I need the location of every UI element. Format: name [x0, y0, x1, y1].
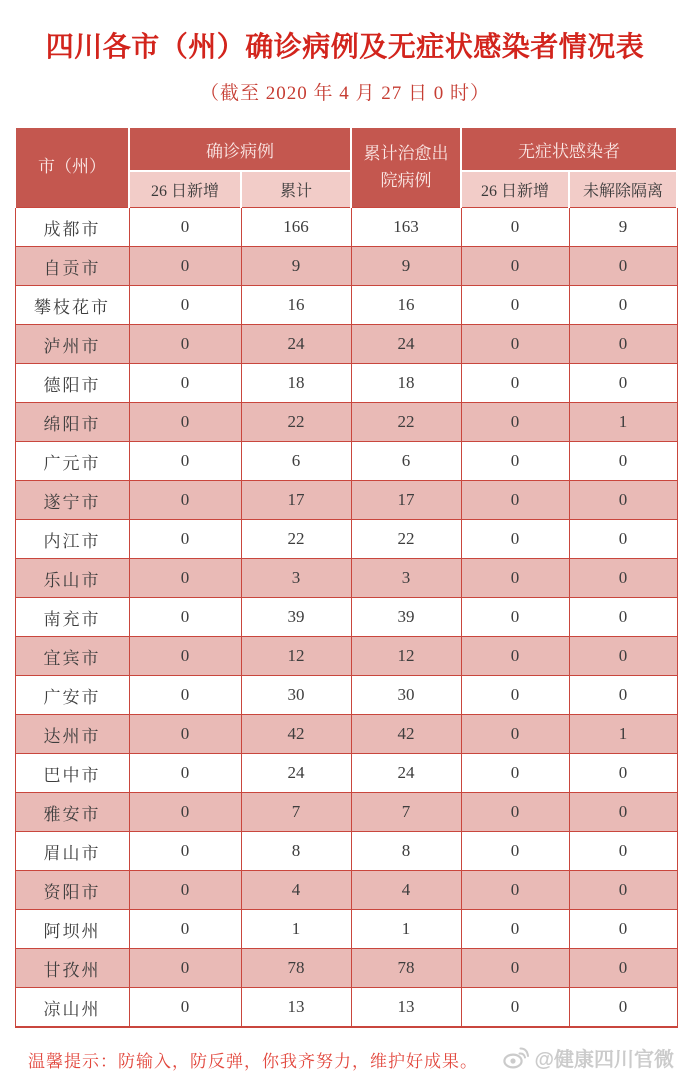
- header-asymptomatic-new: 26 日新增: [461, 171, 569, 208]
- value-cell: 22: [351, 403, 461, 442]
- city-cell: 遂宁市: [15, 481, 129, 520]
- value-cell: 18: [351, 364, 461, 403]
- value-cell: 0: [129, 364, 241, 403]
- value-cell: 8: [351, 832, 461, 871]
- value-cell: 0: [569, 481, 677, 520]
- table-row: [15, 364, 677, 403]
- value-cell: 0: [129, 208, 241, 247]
- table-header: [15, 127, 677, 208]
- city-cell: 泸州市: [15, 325, 129, 364]
- value-cell: 0: [461, 364, 569, 403]
- value-cell: 30: [241, 676, 351, 715]
- value-cell: 0: [129, 286, 241, 325]
- table-row: [15, 715, 677, 754]
- table-row: [15, 910, 677, 949]
- value-cell: 0: [461, 559, 569, 598]
- value-cell: 0: [129, 910, 241, 949]
- value-cell: 0: [461, 520, 569, 559]
- table-row: [15, 676, 677, 715]
- value-cell: 42: [351, 715, 461, 754]
- value-cell: 7: [351, 793, 461, 832]
- value-cell: 0: [461, 403, 569, 442]
- value-cell: 24: [351, 325, 461, 364]
- city-cell: 成都市: [15, 208, 129, 247]
- header-asymptomatic-quarantine: 未解除隔离: [569, 171, 677, 208]
- value-cell: 166: [241, 208, 351, 247]
- city-cell: 内江市: [15, 520, 129, 559]
- table-row: [15, 832, 677, 871]
- value-cell: 24: [241, 325, 351, 364]
- value-cell: 1: [351, 910, 461, 949]
- value-cell: 30: [351, 676, 461, 715]
- value-cell: 12: [351, 637, 461, 676]
- value-cell: 0: [569, 793, 677, 832]
- value-cell: 78: [351, 949, 461, 988]
- city-cell: 资阳市: [15, 871, 129, 910]
- city-cell: 广元市: [15, 442, 129, 481]
- value-cell: 0: [129, 988, 241, 1028]
- value-cell: 8: [241, 832, 351, 871]
- value-cell: 0: [129, 598, 241, 637]
- table-row: [15, 949, 677, 988]
- value-cell: 0: [569, 949, 677, 988]
- value-cell: 0: [129, 871, 241, 910]
- value-cell: 12: [241, 637, 351, 676]
- value-cell: 0: [461, 676, 569, 715]
- city-cell: 宜宾市: [15, 637, 129, 676]
- value-cell: 0: [129, 715, 241, 754]
- footer-note: 温馨提示：防输入，防反弹，你我齐努力，维护好成果。: [28, 1052, 478, 1071]
- value-cell: 0: [461, 481, 569, 520]
- table-row: [15, 520, 677, 559]
- value-cell: 0: [461, 832, 569, 871]
- header-confirmed-total: 累计: [241, 171, 351, 208]
- watermark: [502, 1043, 674, 1072]
- value-cell: 4: [351, 871, 461, 910]
- page-subtitle: （截至 2020 年 4 月 27 日 0 时）: [199, 83, 490, 104]
- header-city: 市（州）: [15, 127, 129, 208]
- value-cell: 22: [241, 520, 351, 559]
- value-cell: 0: [461, 598, 569, 637]
- value-cell: 9: [241, 247, 351, 286]
- value-cell: 24: [351, 754, 461, 793]
- value-cell: 0: [569, 559, 677, 598]
- value-cell: 0: [569, 988, 677, 1028]
- value-cell: 0: [569, 754, 677, 793]
- value-cell: 0: [461, 715, 569, 754]
- value-cell: 0: [461, 988, 569, 1028]
- weibo-icon: [502, 1046, 529, 1069]
- city-cell: 广安市: [15, 676, 129, 715]
- value-cell: 0: [569, 442, 677, 481]
- value-cell: 0: [569, 598, 677, 637]
- value-cell: 0: [569, 676, 677, 715]
- value-cell: 0: [569, 871, 677, 910]
- city-cell: 绵阳市: [15, 403, 129, 442]
- header-confirmed-group: 确诊病例: [129, 127, 351, 171]
- table-row: [15, 286, 677, 325]
- value-cell: 16: [241, 286, 351, 325]
- value-cell: 0: [569, 832, 677, 871]
- value-cell: 0: [461, 871, 569, 910]
- value-cell: 1: [569, 715, 677, 754]
- value-cell: 0: [129, 403, 241, 442]
- table-row: [15, 637, 677, 676]
- footer: [28, 1043, 674, 1072]
- watermark-text: @健康四川官微: [534, 1049, 674, 1071]
- value-cell: 13: [241, 988, 351, 1028]
- city-cell: 眉山市: [15, 832, 129, 871]
- table-row: [15, 208, 677, 247]
- value-cell: 0: [461, 910, 569, 949]
- value-cell: 0: [461, 754, 569, 793]
- city-cell: 达州市: [15, 715, 129, 754]
- value-cell: 78: [241, 949, 351, 988]
- table-row: [15, 403, 677, 442]
- value-cell: 0: [129, 559, 241, 598]
- value-cell: 0: [569, 910, 677, 949]
- value-cell: 17: [351, 481, 461, 520]
- city-cell: 雅安市: [15, 793, 129, 832]
- value-cell: 17: [241, 481, 351, 520]
- value-cell: 0: [569, 247, 677, 286]
- value-cell: 39: [351, 598, 461, 637]
- value-cell: 42: [241, 715, 351, 754]
- value-cell: 0: [129, 247, 241, 286]
- value-cell: 0: [461, 247, 569, 286]
- value-cell: 0: [569, 364, 677, 403]
- value-cell: 6: [351, 442, 461, 481]
- value-cell: 0: [461, 286, 569, 325]
- value-cell: 4: [241, 871, 351, 910]
- value-cell: 0: [569, 286, 677, 325]
- table-row: [15, 559, 677, 598]
- table-row: [15, 988, 677, 1028]
- value-cell: 0: [129, 325, 241, 364]
- value-cell: 0: [129, 676, 241, 715]
- value-cell: 0: [129, 637, 241, 676]
- city-cell: 凉山州: [15, 988, 129, 1028]
- value-cell: 9: [351, 247, 461, 286]
- value-cell: 1: [569, 403, 677, 442]
- value-cell: 7: [241, 793, 351, 832]
- table-row: [15, 481, 677, 520]
- city-cell: 巴中市: [15, 754, 129, 793]
- value-cell: 0: [129, 949, 241, 988]
- value-cell: 0: [461, 949, 569, 988]
- value-cell: 18: [241, 364, 351, 403]
- city-cell: 自贡市: [15, 247, 129, 286]
- value-cell: 22: [351, 520, 461, 559]
- value-cell: 39: [241, 598, 351, 637]
- city-cell: 阿坝州: [15, 910, 129, 949]
- city-cell: 南充市: [15, 598, 129, 637]
- value-cell: 24: [241, 754, 351, 793]
- value-cell: 3: [351, 559, 461, 598]
- value-cell: 13: [351, 988, 461, 1028]
- value-cell: 0: [461, 442, 569, 481]
- value-cell: 0: [129, 442, 241, 481]
- city-cell: 甘孜州: [15, 949, 129, 988]
- value-cell: 0: [129, 793, 241, 832]
- value-cell: 1: [241, 910, 351, 949]
- header-cured-total: 累计治愈出院病例: [351, 127, 461, 208]
- city-cell: 德阳市: [15, 364, 129, 403]
- value-cell: 0: [461, 325, 569, 364]
- value-cell: 22: [241, 403, 351, 442]
- value-cell: 0: [569, 520, 677, 559]
- table-row: [15, 754, 677, 793]
- table-row: [15, 871, 677, 910]
- value-cell: 163: [351, 208, 461, 247]
- value-cell: 3: [241, 559, 351, 598]
- value-cell: 0: [129, 832, 241, 871]
- table-row: [15, 598, 677, 637]
- table-row: [15, 442, 677, 481]
- value-cell: 0: [129, 481, 241, 520]
- value-cell: 0: [461, 793, 569, 832]
- header-row-groups: [15, 127, 677, 171]
- value-cell: 16: [351, 286, 461, 325]
- city-cell: 攀枝花市: [15, 286, 129, 325]
- value-cell: 0: [461, 208, 569, 247]
- value-cell: 0: [569, 637, 677, 676]
- header-asymptomatic-group: 无症状感染者: [461, 127, 677, 171]
- table-body: [15, 208, 677, 1028]
- header-confirmed-new: 26 日新增: [129, 171, 241, 208]
- city-cell: 乐山市: [15, 559, 129, 598]
- cases-table: [14, 126, 678, 1028]
- value-cell: 9: [569, 208, 677, 247]
- table-row: [15, 325, 677, 364]
- table-row: [15, 247, 677, 286]
- table-row: [15, 793, 677, 832]
- page-title: 四川各市（州）确诊病例及无症状感染者情况表: [45, 31, 645, 62]
- value-cell: 6: [241, 442, 351, 481]
- value-cell: 0: [461, 637, 569, 676]
- value-cell: 0: [129, 754, 241, 793]
- value-cell: 0: [129, 520, 241, 559]
- value-cell: 0: [569, 325, 677, 364]
